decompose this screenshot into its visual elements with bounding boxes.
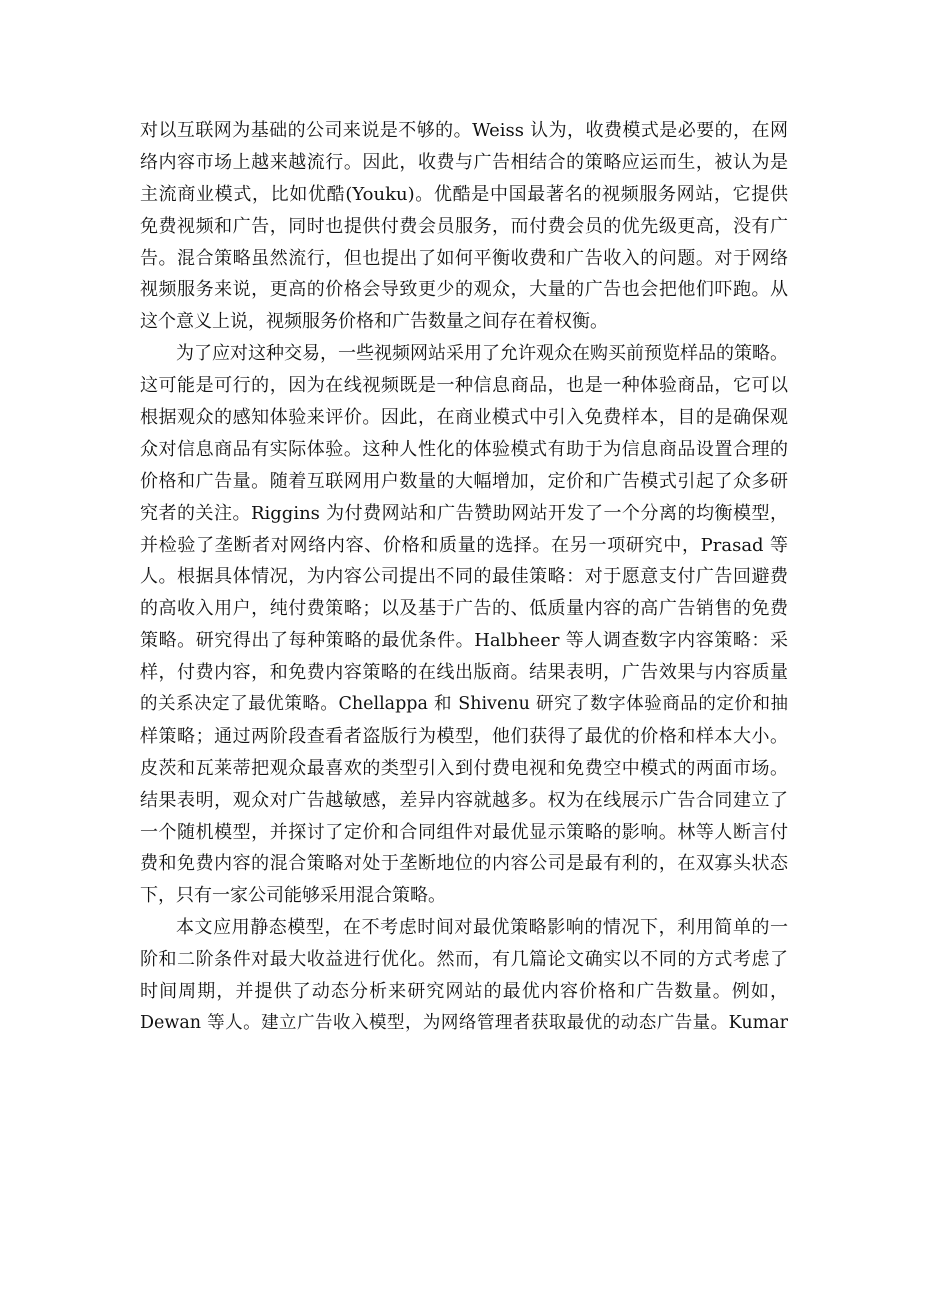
text-line: 这个意义上说，视频服务价格和广告数量之间存在着权衡。 — [140, 311, 608, 333]
paragraph-3 — [140, 912, 788, 1040]
text-line: 众对信息商品有实际体验。这种人性化的体验模式有助于为信息商品设置合理的 — [140, 438, 788, 460]
text-line: 费和免费内容的混合策略对处于垄断地位的内容公司是最有利的，在双寡头状态 — [140, 853, 788, 875]
body-text — [140, 115, 788, 1040]
text-line: 下，只有一家公司能够采用混合策略。 — [140, 885, 446, 907]
text-line: 视频服务来说，更高的价格会导致更少的观众，大量的广告也会把他们吓跑。从 — [140, 279, 788, 301]
text-line: 告。混合策略虽然流行，但也提出了如何平衡收费和广告收入的问题。对于网络 — [140, 247, 788, 269]
text-line: 人。根据具体情况，为内容公司提出不同的最佳策略：对于愿意支付广告回避费 — [140, 566, 788, 588]
text-line: Dewan 等人。建立广告收入模型，为网络管理者获取最优的动态广告量。Kumar — [140, 1012, 788, 1033]
text-line: 究者的关注。Riggins 为付费网站和广告赞助网站开发了一个分离的均衡模型， — [140, 502, 788, 524]
text-line: 结果表明，观众对广告越敏感，差异内容就越多。权为在线展示广告合同建立了 — [140, 789, 788, 811]
text-line: 时间周期，并提供了动态分析来研究网站的最优内容价格和广告数量。例如， — [140, 981, 788, 1003]
paragraph-1 — [140, 115, 788, 338]
text-line: 为了应对这种交易，一些视频网站采用了允许观众在购买前预览样品的策略。 — [176, 343, 788, 365]
paragraph-2 — [140, 338, 788, 912]
text-line: 样，付费内容，和免费内容策略的在线出版商。结果表明，广告效果与内容质量 — [140, 662, 788, 684]
text-line: 皮茨和瓦莱蒂把观众最喜欢的类型引入到付费电视和免费空中模式的两面市场。 — [140, 757, 788, 779]
text-line: 策略。研究得出了每种策略的最优条件。Halbheer 等人调查数字内容策略：采 — [140, 630, 788, 652]
text-line: 样策略；通过两阶段查看者盗版行为模型，他们获得了最优的价格和样本大小。 — [140, 725, 788, 747]
text-line: 这可能是可行的，因为在线视频既是一种信息商品，也是一种体验商品，它可以 — [140, 375, 788, 397]
text-line: 价格和广告量。随着互联网用户数量的大幅增加，定价和广告模式引起了众多研 — [140, 470, 788, 492]
text-line: 的高收入用户，纯付费策略；以及基于广告的、低质量内容的高广告销售的免费 — [140, 598, 788, 620]
text-line: 根据观众的感知体验来评价。因此，在商业模式中引入免费样本，目的是确保观 — [140, 407, 788, 429]
text-line: 免费视频和广告，同时也提供付费会员服务，而付费会员的优先级更高，没有广 — [140, 215, 788, 237]
text-line: 一个随机模型，并探讨了定价和合同组件对最优显示策略的影响。林等人断言付 — [140, 821, 788, 843]
text-line: 本文应用静态模型，在不考虑时间对最优策略影响的情况下，利用简单的一 — [176, 917, 788, 939]
text-line: 阶和二阶条件对最大收益进行优化。然而，有几篇论文确实以不同的方式考虑了 — [140, 949, 788, 971]
text-line: 对以互联网为基础的公司来说是不够的。Weiss 认为，收费模式是必要的，在网 — [140, 120, 788, 141]
text-line: 络内容市场上越来越流行。因此，收费与广告相结合的策略应运而生，被认为是 — [140, 151, 788, 173]
text-line: 并检验了垄断者对网络内容、价格和质量的选择。在另一项研究中，Prasad 等 — [140, 534, 788, 556]
text-line: 主流商业模式，比如优酷(Youku)。优酷是中国最著名的视频服务网站，它提供 — [140, 183, 788, 205]
text-line: 的关系决定了最优策略。Chellappa 和 Shivenu 研究了数字体验商品的定价和抽 — [140, 694, 788, 715]
